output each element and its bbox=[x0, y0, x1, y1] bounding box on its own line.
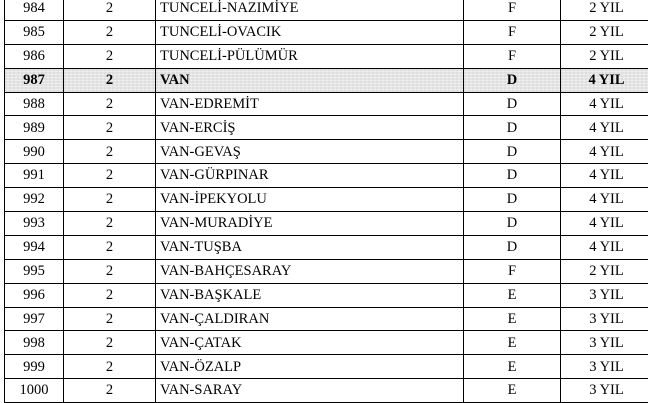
category-cell: F bbox=[464, 0, 561, 20]
group-cell: 2 bbox=[64, 283, 156, 307]
row-number-cell: 984 bbox=[5, 0, 64, 20]
row-number-cell: 986 bbox=[5, 44, 64, 68]
category-cell: F bbox=[464, 20, 561, 44]
row-number-cell: 1000 bbox=[5, 379, 64, 403]
location-cell: VAN-BAŞKALE bbox=[156, 283, 464, 307]
group-cell: 2 bbox=[64, 68, 156, 92]
duration-cell: 3 YIL bbox=[561, 355, 648, 379]
category-cell: D bbox=[464, 68, 561, 92]
location-cell: VAN-ERCİŞ bbox=[156, 116, 464, 140]
location-cell: TUNCELİ-OVACIK bbox=[156, 20, 464, 44]
location-cell: VAN-BAHÇESARAY bbox=[156, 259, 464, 283]
location-cell: VAN-MURADİYE bbox=[156, 212, 464, 236]
location-cell: VAN-SARAY bbox=[156, 379, 464, 403]
location-cell: VAN-ÇATAK bbox=[156, 331, 464, 355]
location-cell: VAN-EDREMİT bbox=[156, 92, 464, 116]
row-number-cell: 994 bbox=[5, 235, 64, 259]
location-cell: VAN bbox=[156, 68, 464, 92]
row-number-cell: 991 bbox=[5, 164, 64, 188]
assignment-table bbox=[4, 0, 648, 403]
row-number-cell: 999 bbox=[5, 355, 64, 379]
table-row bbox=[5, 307, 648, 331]
table-row bbox=[5, 355, 648, 379]
group-cell: 2 bbox=[64, 307, 156, 331]
location-cell: VAN-ÇALDIRAN bbox=[156, 307, 464, 331]
table-row bbox=[5, 20, 648, 44]
category-cell: E bbox=[464, 379, 561, 403]
location-cell: VAN-İPEKYOLU bbox=[156, 188, 464, 212]
row-number-cell: 995 bbox=[5, 259, 64, 283]
group-cell: 2 bbox=[64, 259, 156, 283]
category-cell: F bbox=[464, 259, 561, 283]
category-cell: D bbox=[464, 92, 561, 116]
table-row bbox=[5, 92, 648, 116]
duration-cell: 2 YIL bbox=[561, 44, 648, 68]
duration-cell: 4 YIL bbox=[561, 235, 648, 259]
table-body bbox=[5, 0, 648, 403]
group-cell: 2 bbox=[64, 355, 156, 379]
table-row bbox=[5, 283, 648, 307]
group-cell: 2 bbox=[64, 140, 156, 164]
location-cell: VAN-ÖZALP bbox=[156, 355, 464, 379]
location-cell: VAN-GÜRPINAR bbox=[156, 164, 464, 188]
duration-cell: 4 YIL bbox=[561, 188, 648, 212]
row-number-cell: 987 bbox=[5, 68, 64, 92]
category-cell: D bbox=[464, 140, 561, 164]
location-cell: TUNCELİ-PÜLÜMÜR bbox=[156, 44, 464, 68]
group-cell: 2 bbox=[64, 331, 156, 355]
category-cell: D bbox=[464, 235, 561, 259]
table-row bbox=[5, 259, 648, 283]
table-row bbox=[5, 116, 648, 140]
table-row bbox=[5, 164, 648, 188]
duration-cell: 3 YIL bbox=[561, 379, 648, 403]
row-number-cell: 985 bbox=[5, 20, 64, 44]
category-cell: E bbox=[464, 331, 561, 355]
category-cell: D bbox=[464, 116, 561, 140]
row-number-cell: 988 bbox=[5, 92, 64, 116]
group-cell: 2 bbox=[64, 116, 156, 140]
table-row bbox=[5, 331, 648, 355]
category-cell: E bbox=[464, 355, 561, 379]
row-number-cell: 996 bbox=[5, 283, 64, 307]
duration-cell: 4 YIL bbox=[561, 116, 648, 140]
row-number-cell: 990 bbox=[5, 140, 64, 164]
duration-cell: 2 YIL bbox=[561, 20, 648, 44]
table-row bbox=[5, 379, 648, 403]
row-number-cell: 993 bbox=[5, 212, 64, 236]
duration-cell: 3 YIL bbox=[561, 307, 648, 331]
location-cell: TUNCELİ-NAZIMİYE bbox=[156, 0, 464, 20]
duration-cell: 2 YIL bbox=[561, 0, 648, 20]
duration-cell: 3 YIL bbox=[561, 283, 648, 307]
duration-cell: 3 YIL bbox=[561, 331, 648, 355]
group-cell: 2 bbox=[64, 212, 156, 236]
group-cell: 2 bbox=[64, 20, 156, 44]
duration-cell: 4 YIL bbox=[561, 140, 648, 164]
row-number-cell: 997 bbox=[5, 307, 64, 331]
duration-cell: 2 YIL bbox=[561, 259, 648, 283]
row-number-cell: 992 bbox=[5, 188, 64, 212]
row-number-cell: 998 bbox=[5, 331, 64, 355]
category-cell: E bbox=[464, 307, 561, 331]
category-cell: D bbox=[464, 188, 561, 212]
group-cell: 2 bbox=[64, 379, 156, 403]
duration-cell: 4 YIL bbox=[561, 212, 648, 236]
group-cell: 2 bbox=[64, 0, 156, 20]
category-cell: D bbox=[464, 212, 561, 236]
table-row bbox=[5, 44, 648, 68]
category-cell: D bbox=[464, 164, 561, 188]
duration-cell: 4 YIL bbox=[561, 68, 648, 92]
group-cell: 2 bbox=[64, 164, 156, 188]
table-row bbox=[5, 188, 648, 212]
duration-cell: 4 YIL bbox=[561, 92, 648, 116]
group-cell: 2 bbox=[64, 92, 156, 116]
location-cell: VAN-GEVAŞ bbox=[156, 140, 464, 164]
category-cell: F bbox=[464, 44, 561, 68]
location-cell: VAN-TUŞBA bbox=[156, 235, 464, 259]
table-row-highlighted bbox=[5, 68, 648, 92]
row-number-cell: 989 bbox=[5, 116, 64, 140]
table-row bbox=[5, 212, 648, 236]
category-cell: E bbox=[464, 283, 561, 307]
table-row bbox=[5, 140, 648, 164]
table-row bbox=[5, 235, 648, 259]
duration-cell: 4 YIL bbox=[561, 164, 648, 188]
group-cell: 2 bbox=[64, 188, 156, 212]
group-cell: 2 bbox=[64, 235, 156, 259]
table-row bbox=[5, 0, 648, 20]
group-cell: 2 bbox=[64, 44, 156, 68]
